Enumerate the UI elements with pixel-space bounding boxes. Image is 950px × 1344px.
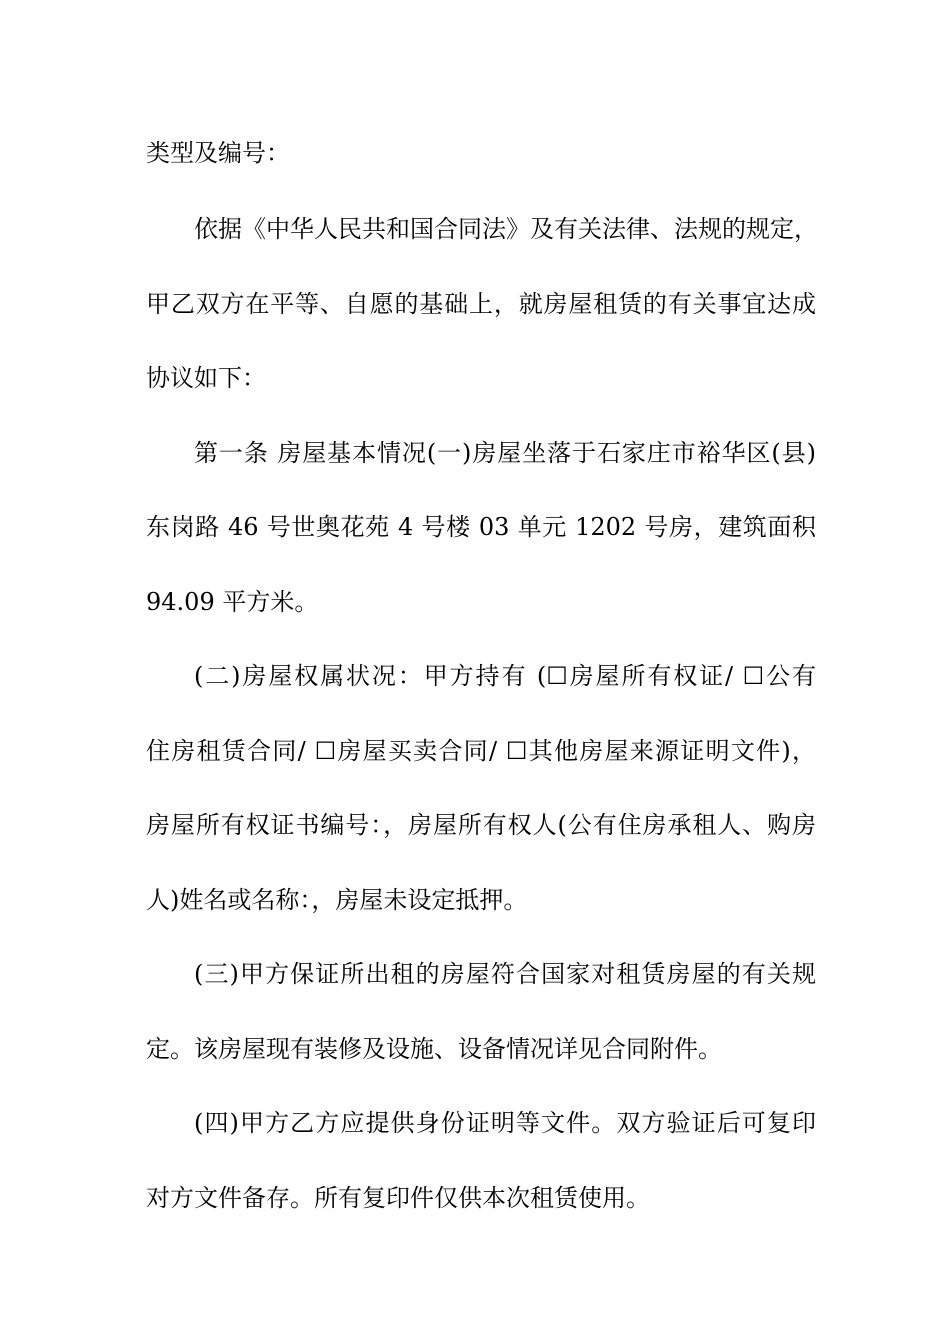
text-line-ownership: (二)房屋权属状况：甲方持有 (☐房屋所有权证/ ☐公有	[194, 662, 816, 690]
text-line-identity: (四)甲方乙方应提供身份证明等文件。双方验证后可复印	[194, 1109, 816, 1137]
text-line-area: 94.09 平方米。	[146, 588, 319, 616]
text-line-address: 东岗路 46 号世奥花苑 4 号楼 03 单元 1202 号房，建筑面积	[146, 513, 816, 541]
text-line-agreement: 协议如下：	[146, 364, 266, 392]
text-line-legal-basis: 依据《中华人民共和国合同法》及有关法律、法规的规定，	[194, 215, 818, 243]
text-line-facilities: 定。该房屋现有装修及设施、设备情况详见合同附件。	[146, 1035, 722, 1063]
text-line-owner-name: 人)姓名或名称：，房屋未设定抵押。	[146, 886, 528, 914]
text-line-type-number: 类型及编号：	[146, 139, 290, 167]
text-line-certificate-number: 房屋所有权证书编号：，房屋所有权人(公有住房承租人、购房	[146, 811, 816, 839]
text-line-article-one: 第一条 房屋基本情况(一)房屋坐落于石家庄市裕华区(县)	[194, 439, 816, 467]
text-line-equal-basis: 甲乙双方在平等、自愿的基础上，就房屋租赁的有关事宜达成	[146, 290, 816, 318]
text-line-ownership-docs: 住房租赁合同/ ☐房屋买卖合同/ ☐其他房屋来源证明文件)，	[146, 737, 816, 765]
text-line-copies: 对方文件备存。所有复印件仅供本次租赁使用。	[146, 1184, 650, 1212]
text-line-guarantee: (三)甲方保证所出租的房屋符合国家对租赁房屋的有关规	[194, 960, 816, 988]
